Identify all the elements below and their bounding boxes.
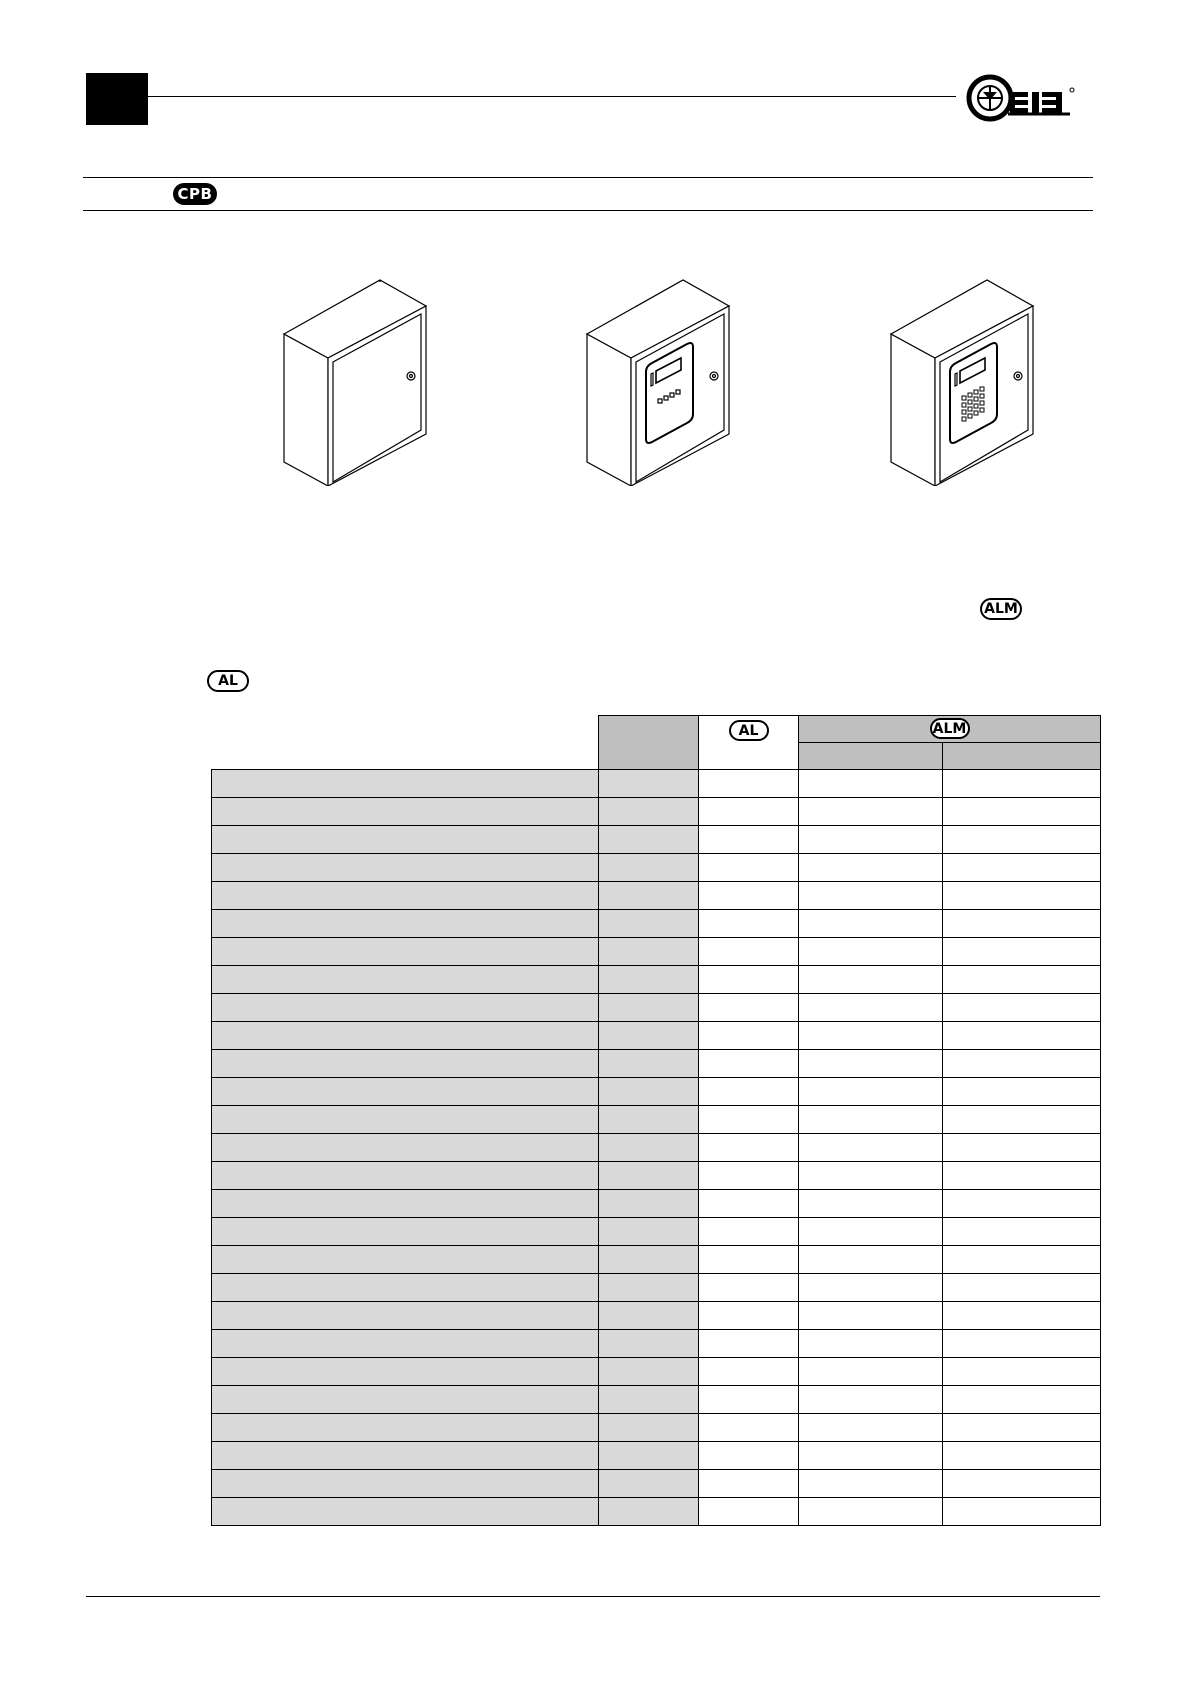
- row-label-cell: [212, 1414, 599, 1442]
- table-row: [212, 1050, 1101, 1078]
- row-alm-cell-1: [799, 1050, 943, 1078]
- row-al-cell: [699, 1106, 799, 1134]
- row-code-cell: [599, 910, 699, 938]
- row-al-cell: [699, 1134, 799, 1162]
- row-al-cell: [699, 1442, 799, 1470]
- table-row: [212, 994, 1101, 1022]
- row-alm-cell-2: [943, 1162, 1101, 1190]
- row-code-cell: [599, 1050, 699, 1078]
- footer-rule: [86, 1596, 1100, 1597]
- row-alm-cell-1: [799, 1246, 943, 1274]
- row-label-cell: [212, 994, 599, 1022]
- row-alm-cell-2: [943, 1330, 1101, 1358]
- row-alm-cell-2: [943, 854, 1101, 882]
- row-alm-cell-1: [799, 1106, 943, 1134]
- header-blank: [212, 716, 599, 770]
- row-code-cell: [599, 1162, 699, 1190]
- row-alm-cell-1: [799, 1498, 943, 1526]
- row-alm-cell-1: [799, 1078, 943, 1106]
- row-label-cell: [212, 1022, 599, 1050]
- row-al-cell: [699, 770, 799, 798]
- row-alm-cell-2: [943, 994, 1101, 1022]
- row-code-cell: [599, 1022, 699, 1050]
- row-label-cell: [212, 938, 599, 966]
- row-al-cell: [699, 966, 799, 994]
- row-label-cell: [212, 798, 599, 826]
- row-code-cell: [599, 1498, 699, 1526]
- row-label-cell: [212, 882, 599, 910]
- row-label-cell: [212, 1470, 599, 1498]
- header-code: [599, 716, 699, 770]
- table-row: [212, 826, 1101, 854]
- header-alm-sub-2: [943, 743, 1101, 770]
- alm-header-pill: ALM: [930, 718, 970, 739]
- row-label-cell: [212, 1246, 599, 1274]
- row-alm-cell-1: [799, 994, 943, 1022]
- row-al-cell: [699, 1274, 799, 1302]
- row-al-cell: [699, 1246, 799, 1274]
- row-alm-cell-1: [799, 1330, 943, 1358]
- spec-table: [211, 715, 1101, 1526]
- row-alm-cell-1: [799, 798, 943, 826]
- alm-label-pill: ALM: [980, 598, 1022, 620]
- al-header-pill: AL: [729, 720, 769, 741]
- row-alm-cell-1: [799, 1442, 943, 1470]
- table-row: [212, 1246, 1101, 1274]
- row-alm-cell-2: [943, 798, 1101, 826]
- row-label-cell: [212, 1162, 599, 1190]
- table-row: [212, 1190, 1101, 1218]
- row-alm-cell-1: [799, 770, 943, 798]
- row-al-cell: [699, 1414, 799, 1442]
- row-code-cell: [599, 1246, 699, 1274]
- row-alm-cell-2: [943, 1358, 1101, 1386]
- row-code-cell: [599, 854, 699, 882]
- table-row: [212, 1414, 1101, 1442]
- row-code-cell: [599, 938, 699, 966]
- row-alm-cell-1: [799, 938, 943, 966]
- row-code-cell: [599, 994, 699, 1022]
- table-row: [212, 1442, 1101, 1470]
- table-row: [212, 854, 1101, 882]
- row-alm-cell-2: [943, 1218, 1101, 1246]
- row-code-cell: [599, 1414, 699, 1442]
- row-alm-cell-2: [943, 1274, 1101, 1302]
- row-alm-cell-1: [799, 1414, 943, 1442]
- row-alm-cell-1: [799, 1470, 943, 1498]
- row-alm-cell-1: [799, 882, 943, 910]
- row-label-cell: [212, 910, 599, 938]
- row-al-cell: [699, 1022, 799, 1050]
- row-code-cell: [599, 770, 699, 798]
- row-alm-cell-2: [943, 1022, 1101, 1050]
- table-row: [212, 1078, 1101, 1106]
- header-alm-sub-1: [799, 743, 943, 770]
- row-alm-cell-1: [799, 1022, 943, 1050]
- row-code-cell: [599, 1330, 699, 1358]
- row-label-cell: [212, 1498, 599, 1526]
- row-label-cell: [212, 1358, 599, 1386]
- row-al-cell: [699, 826, 799, 854]
- row-label-cell: [212, 770, 599, 798]
- cpb-badge: CPB: [173, 183, 217, 205]
- row-al-cell: [699, 1386, 799, 1414]
- row-label-cell: [212, 1302, 599, 1330]
- row-alm-cell-1: [799, 826, 943, 854]
- row-alm-cell-2: [943, 1302, 1101, 1330]
- row-al-cell: [699, 938, 799, 966]
- row-alm-cell-1: [799, 1302, 943, 1330]
- row-al-cell: [699, 798, 799, 826]
- header-alm: [799, 716, 1101, 743]
- table-body: [212, 770, 1101, 1526]
- table-row: [212, 1358, 1101, 1386]
- row-alm-cell-2: [943, 1106, 1101, 1134]
- row-alm-cell-2: [943, 910, 1101, 938]
- row-label-cell: [212, 1442, 599, 1470]
- table-row: [212, 1218, 1101, 1246]
- row-alm-cell-2: [943, 1442, 1101, 1470]
- row-code-cell: [599, 1078, 699, 1106]
- row-label-cell: [212, 1274, 599, 1302]
- al-label-pill: AL: [207, 670, 249, 692]
- row-alm-cell-1: [799, 1162, 943, 1190]
- table-row: [212, 770, 1101, 798]
- table-row: [212, 1106, 1101, 1134]
- row-alm-cell-1: [799, 1358, 943, 1386]
- row-alm-cell-2: [943, 938, 1101, 966]
- cabinet-plain-figure: [280, 278, 430, 486]
- table-row: [212, 966, 1101, 994]
- row-alm-cell-2: [943, 882, 1101, 910]
- row-alm-cell-1: [799, 854, 943, 882]
- row-alm-cell-2: [943, 1386, 1101, 1414]
- row-alm-cell-2: [943, 1134, 1101, 1162]
- row-alm-cell-1: [799, 910, 943, 938]
- row-al-cell: [699, 1050, 799, 1078]
- header-rule: [148, 96, 956, 97]
- table-row: [212, 798, 1101, 826]
- cabinet-display-keypad-small-figure: [583, 278, 733, 486]
- row-al-cell: [699, 1330, 799, 1358]
- table-row: [212, 1302, 1101, 1330]
- row-al-cell: [699, 1302, 799, 1330]
- row-code-cell: [599, 1106, 699, 1134]
- row-label-cell: [212, 1386, 599, 1414]
- row-al-cell: [699, 1358, 799, 1386]
- row-alm-cell-1: [799, 1274, 943, 1302]
- row-alm-cell-2: [943, 770, 1101, 798]
- row-label-cell: [212, 1218, 599, 1246]
- row-al-cell: [699, 1218, 799, 1246]
- row-al-cell: [699, 1190, 799, 1218]
- row-al-cell: [699, 1162, 799, 1190]
- row-al-cell: [699, 1078, 799, 1106]
- table-row: [212, 1498, 1101, 1526]
- row-alm-cell-2: [943, 1470, 1101, 1498]
- row-label-cell: [212, 1330, 599, 1358]
- row-alm-cell-2: [943, 826, 1101, 854]
- row-al-cell: [699, 910, 799, 938]
- row-alm-cell-2: [943, 1078, 1101, 1106]
- row-code-cell: [599, 1442, 699, 1470]
- row-alm-cell-1: [799, 1134, 943, 1162]
- chapter-number-block: [86, 73, 148, 125]
- row-al-cell: [699, 1498, 799, 1526]
- row-al-cell: [699, 882, 799, 910]
- row-code-cell: [599, 1274, 699, 1302]
- row-alm-cell-2: [943, 1246, 1101, 1274]
- table-row: [212, 1274, 1101, 1302]
- row-label-cell: [212, 1106, 599, 1134]
- table-row: [212, 910, 1101, 938]
- row-alm-cell-1: [799, 1386, 943, 1414]
- row-code-cell: [599, 882, 699, 910]
- table-row: [212, 1330, 1101, 1358]
- table-row: [212, 938, 1101, 966]
- row-label-cell: [212, 1078, 599, 1106]
- row-code-cell: [599, 826, 699, 854]
- row-label-cell: [212, 1190, 599, 1218]
- table-row: [212, 1386, 1101, 1414]
- row-code-cell: [599, 798, 699, 826]
- row-alm-cell-2: [943, 1190, 1101, 1218]
- row-code-cell: [599, 1218, 699, 1246]
- row-code-cell: [599, 1386, 699, 1414]
- row-al-cell: [699, 994, 799, 1022]
- row-alm-cell-1: [799, 966, 943, 994]
- row-al-cell: [699, 854, 799, 882]
- row-alm-cell-1: [799, 1218, 943, 1246]
- table-row: [212, 1470, 1101, 1498]
- row-code-cell: [599, 1190, 699, 1218]
- table-row: [212, 1162, 1101, 1190]
- row-code-cell: [599, 1470, 699, 1498]
- row-alm-cell-2: [943, 1414, 1101, 1442]
- table-row: [212, 1022, 1101, 1050]
- row-code-cell: [599, 1358, 699, 1386]
- row-code-cell: [599, 1302, 699, 1330]
- row-alm-cell-2: [943, 1498, 1101, 1526]
- row-label-cell: [212, 826, 599, 854]
- row-code-cell: [599, 966, 699, 994]
- row-alm-cell-2: [943, 1050, 1101, 1078]
- row-al-cell: [699, 1470, 799, 1498]
- header-al: [699, 716, 799, 770]
- row-label-cell: [212, 966, 599, 994]
- row-alm-cell-1: [799, 1190, 943, 1218]
- row-label-cell: [212, 1134, 599, 1162]
- table-row: [212, 1134, 1101, 1162]
- row-label-cell: [212, 854, 599, 882]
- table-row: [212, 882, 1101, 910]
- row-label-cell: [212, 1050, 599, 1078]
- section-band: [83, 177, 1093, 211]
- cabinet-display-keypad-numeric-figure: [887, 278, 1037, 486]
- ceia-logo: [966, 74, 1080, 124]
- row-alm-cell-2: [943, 966, 1101, 994]
- row-code-cell: [599, 1134, 699, 1162]
